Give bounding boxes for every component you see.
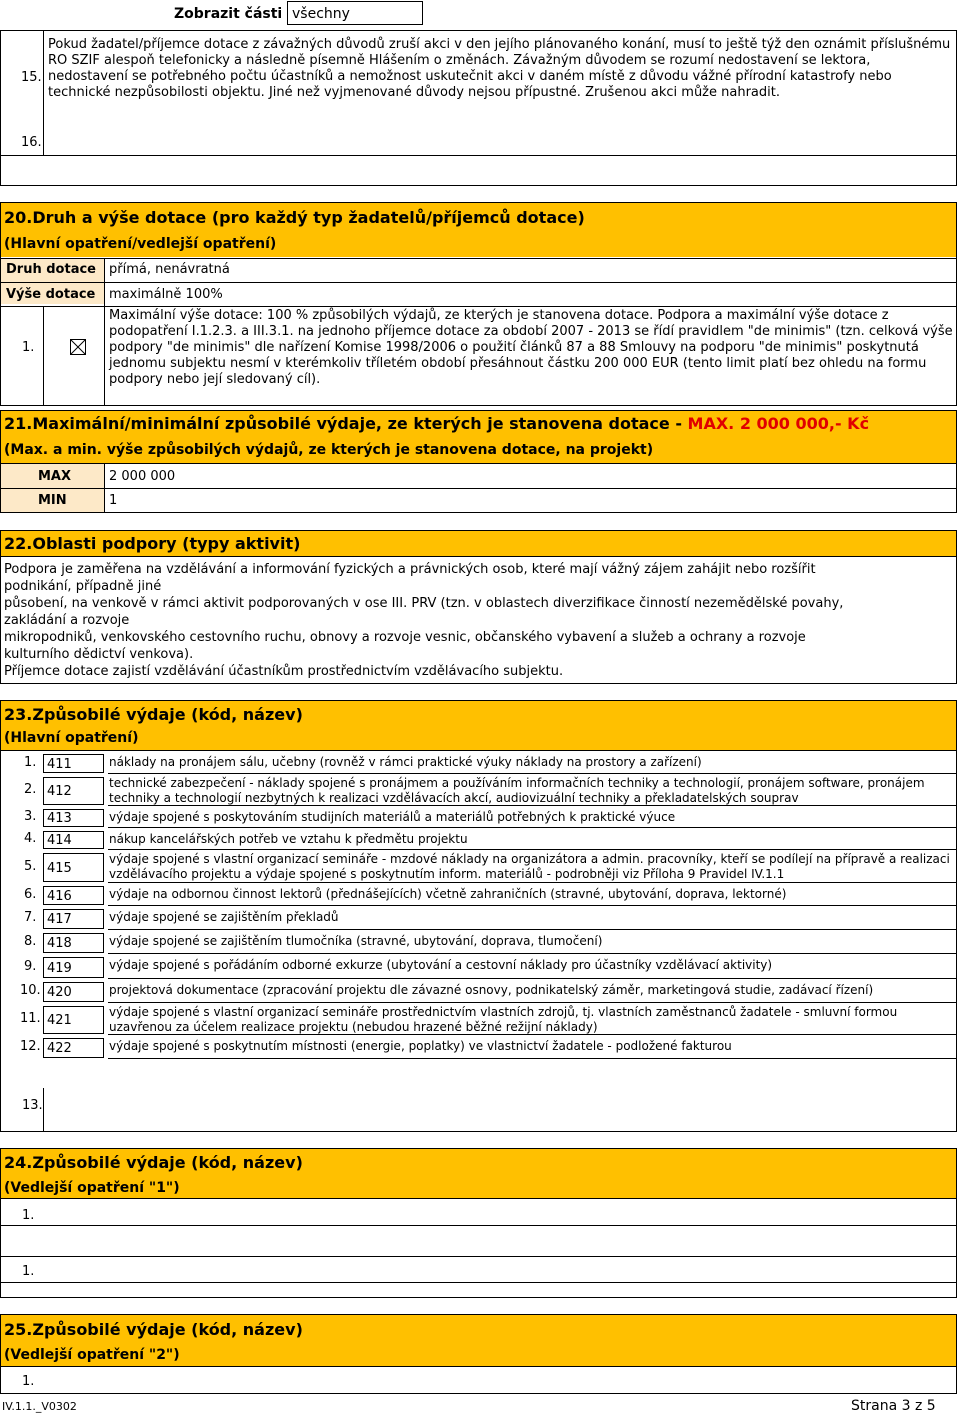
s24-item-2: 1. — [22, 1264, 35, 1279]
druh-dotace-label: Druh dotace — [6, 262, 96, 277]
expense-row — [0, 1036, 957, 1060]
min-label: MIN — [38, 493, 67, 508]
expense-code: 418 — [43, 933, 104, 953]
expense-code: 414 — [43, 831, 104, 849]
s22-line: zakládání a rozvoje — [4, 613, 130, 628]
section-21-subtitle-a: (Max. a min. — [4, 442, 107, 458]
section-25-subtitle: (Vedlejší opatření "2") — [4, 1347, 180, 1363]
s25-item-1: 1. — [22, 1374, 35, 1389]
expense-text: technické zabezpečení - náklady spojené s pronájmem a používáním informačních techniky a technologií, pronájem software, pronájem techniky a technologií nezbytných k realizaci vzdělávacích akcí, audiovizuální techniky a překladatelských souprav — [109, 776, 925, 805]
section-20-title: 20.Druh a výše dotace (pro každý typ žadatelů/příjemců dotace) — [4, 208, 585, 227]
section-25-title: 25.Způsobilé výdaje (kód, název) — [4, 1320, 303, 1339]
section-21-title — [4, 414, 869, 433]
s20-item-text: Maximální výše dotace: 100 % způsobilých výdajů, ze kterých je stanovena dotace. Podpora a maximální výše dotace z podopatření I.1.2.3. a III.3.1. na jednoho příjemce dotace za období 2007 - 2013 se řídí pravidlem "de minimis" (tzn. celková výše podpory "de minimis" dle nařízení Komise 1998/2006 o použití článků 87 a 88 Smlouvy na podporu "de minimis" poskytnutá jednomu subjektu nesmí v kterémkoliv tříletém období přesáhnout částku 200 000 EUR (tento limit platí bez ohledu na formu podpory nebo její sledovaný cíl). — [109, 308, 953, 387]
section-21-title-max: MAX. 2 000 000,- Kč — [687, 414, 870, 433]
min-value: 1 — [109, 493, 118, 508]
expense-number: 1. — [24, 755, 37, 770]
s23-item-13-number: 13. — [22, 1098, 43, 1113]
expense-text: výdaje na odbornou činnost lektorů (přednášejících) včetně zahraničních (stravné, ubytování, doprava, lektorné) — [109, 887, 787, 901]
expense-row — [0, 884, 957, 907]
item-15-text: Pokud žadatel/příjemce dotace z závažných důvodů zruší akci v den jejího plánovaného konání, musí to ještě týž den oznámit příslušnému RO SZIF alespoň telefonicky a následně písemně Hlášením o změnách. Závažným důvodem se rozumí nedostavení se lektora, nedostavení se potřebného počtu účastníků a nemožnost uskutečnit akci v daném místě z důvodu vážné přírodní katastrofy nebo technické nezpůsobilosti objektu. Jiné než vyjmenované důvody nejsou přípustné. Zrušenou akci může nahradit. — [48, 37, 951, 100]
expense-code: 420 — [43, 982, 104, 1002]
expense-row — [0, 752, 957, 775]
expense-text: výdaje spojené s poskytováním studijních materiálů a materiálů potřebných k praktické výuce — [109, 810, 676, 824]
expense-row — [0, 980, 957, 1004]
section-21-subtitle — [4, 442, 653, 458]
expense-row — [0, 775, 957, 807]
expense-row — [0, 955, 957, 980]
expense-number: 8. — [24, 934, 37, 949]
section-22-title: 22.Oblasti podpory (typy aktivit) — [4, 534, 301, 553]
expense-number: 11. — [20, 1011, 41, 1026]
expense-number: 5. — [24, 859, 37, 874]
expense-text: výdaje spojené s vlastní organizací semináře - mzdové náklady na organizátora a admin. pracovníky, kteří se podílejí na přípravě a realizaci vzdělávacího projektu a výdaje spojené s poskytnutím inform. materiálů - podrobněji viz Příloha 9 Pravidel IV.1.1 — [109, 852, 950, 881]
expense-code: 421 — [43, 1006, 104, 1034]
s22-line: Podpora je zaměřena na vzdělávání a informování fyzických a právnických osob, které mají vážný zájem zahájit nebo rozšířit — [4, 562, 816, 577]
expense-code: 422 — [43, 1038, 104, 1058]
footer-code: IV.1.1._V0302 — [2, 1400, 77, 1413]
section-21-subtitle-b: výše způsobilých výdajů, ze kterých je stanovena dotace, na projekt) — [106, 442, 654, 458]
expense-text: výdaje spojené s pořádáním odborné exkurze (ubytování a cestovní náklady pro účastníky vzdělávací aktivity) — [109, 958, 773, 972]
expense-number: 12. — [20, 1039, 41, 1054]
s22-line: podnikání, případně jiné — [4, 579, 162, 594]
section-23-title: 23.Způsobilé výdaje (kód, název) — [4, 705, 303, 724]
section-24-title: 24.Způsobilé výdaje (kód, název) — [4, 1153, 303, 1172]
item-16-number: 16. — [21, 135, 42, 150]
expense-code: 417 — [43, 909, 104, 929]
expense-number: 2. — [24, 782, 37, 797]
s20-item-number: 1. — [22, 340, 35, 355]
expense-text: výdaje spojené s vlastní organizací semináře prostřednictvím vlastních zdrojů, tj. vlastních zaměstnanců žadatele - smluvní formou uzavřenou za účelem realizace projektu (nebudou hrazené běžné režijní náklady) — [109, 1005, 898, 1034]
vyse-dotace-value: maximálně 100% — [109, 287, 223, 302]
expense-row — [0, 907, 957, 931]
section-23-subtitle: (Hlavní opatření) — [4, 730, 139, 746]
section-20-subtitle: (Hlavní opatření/vedlejší opatření) — [4, 236, 277, 252]
expense-code: 416 — [43, 886, 104, 905]
max-value: 2 000 000 — [109, 469, 176, 484]
s24-item-1: 1. — [22, 1208, 35, 1223]
druh-dotace-value: přímá, nenávratná — [109, 262, 230, 277]
section-22-text — [4, 561, 954, 680]
expense-number: 7. — [24, 910, 37, 925]
expense-code: 411 — [43, 754, 104, 773]
expense-code: 415 — [43, 853, 104, 882]
s22-line: působení, na venkově v rámci aktivit podporovaných v ose III. PRV (tzn. v oblastech diverzifikace činností nezemědělské povahy, — [4, 596, 844, 611]
footer-page: Strana 3 z 5 — [851, 1398, 936, 1414]
expense-row — [0, 931, 957, 955]
expense-text: výdaje spojené se zajištěním překladů — [109, 910, 339, 924]
expense-text: výdaje spojené s poskytnutím místnosti (energie, poplatky) ve vlastnictví žadatele - podložené fakturou — [109, 1039, 732, 1053]
vyse-dotace-label: Výše dotace — [6, 287, 96, 302]
expense-number: 6. — [24, 887, 37, 902]
item-15-number: 15. — [21, 70, 42, 85]
expense-code: 413 — [43, 809, 104, 827]
expense-row — [0, 807, 957, 829]
expense-row — [0, 829, 957, 851]
expense-text: výdaje spojené se zajištěním tlumočníka (stravné, ubytování, doprava, tlumočení) — [109, 934, 603, 948]
show-parts-select[interactable]: všechny — [287, 1, 423, 25]
s22-line: kulturního dědictví venkova). — [4, 647, 194, 662]
expense-text: nákup kancelářských potřeb ve vztahu k předmětu projektu — [109, 832, 468, 846]
checked-checkbox-icon[interactable] — [70, 339, 86, 355]
expense-number: 9. — [24, 959, 37, 974]
section-21-title-main: 21.Maximální/minimální způsobilé výdaje, ze kterých je stanovena dotace - — [4, 414, 688, 433]
expense-number: 3. — [24, 809, 37, 824]
max-label: MAX — [38, 469, 72, 484]
expense-text: náklady na pronájem sálu, učebny (rovněž v rámci praktické výuky náklady na prostory a zařízení) — [109, 755, 702, 769]
s22-line: mikropodniků, venkovského cestovního ruchu, obnovy a rozvoje vesnic, občanského vybavení a služeb a ochrany a rozvoje — [4, 630, 806, 645]
expense-code: 419 — [43, 957, 104, 978]
expense-row — [0, 851, 957, 884]
s22-line: Příjemce dotace zajistí vzdělávání účastníkům prostřednictvím vzdělávacího subjektu. — [4, 664, 564, 679]
expense-text: projektová dokumentace (zpracování projektu dle závazné osnovy, podnikatelský záměr, marketingová studie, zadávací řízení) — [109, 983, 874, 997]
expense-row — [0, 1004, 957, 1036]
expense-code: 412 — [43, 777, 104, 805]
show-parts-label: Zobrazit části — [174, 6, 283, 22]
section-24-subtitle: (Vedlejší opatření "1") — [4, 1180, 180, 1196]
expense-number: 10. — [20, 983, 41, 998]
expense-number: 4. — [24, 831, 37, 846]
